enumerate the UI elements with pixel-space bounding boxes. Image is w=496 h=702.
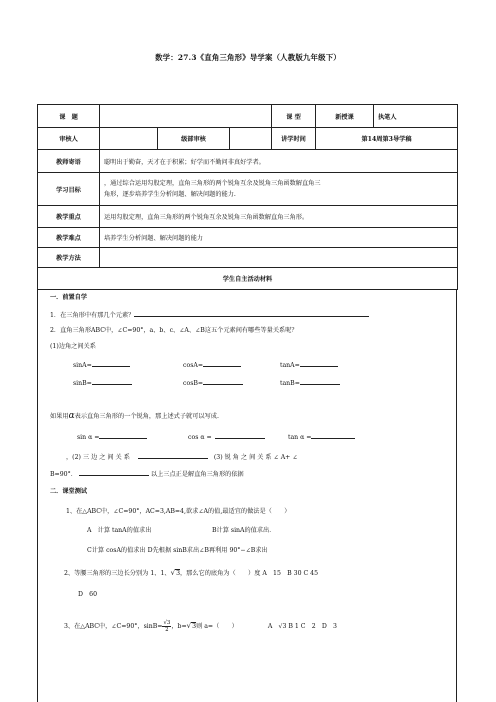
table-row bbox=[38, 150, 458, 173]
answer-blank bbox=[79, 469, 149, 476]
relation-sides-angles bbox=[66, 452, 298, 461]
objective-line-1: ，通过综合运用勾股定理，直角三角形的两个锐角互余及锐角三角函数解直角三 bbox=[104, 180, 321, 187]
difficulty-label: 教学难点 bbox=[38, 228, 100, 248]
key-point-label: 教学重点 bbox=[38, 206, 100, 228]
teacher-message-value: 聪明出于勤奋，天才在于积累；好学而不勤问非真好学者。 bbox=[100, 150, 458, 173]
alpha-pre: 如果用 bbox=[50, 413, 69, 420]
test-question-3-pre: 3、在△ABC中，∠C=90°，sinB= bbox=[64, 623, 163, 630]
topic-label: 课 题 bbox=[38, 105, 100, 128]
table-row bbox=[38, 173, 458, 206]
test-question-2-option-d: D 60 bbox=[78, 591, 98, 598]
answer-blank bbox=[215, 432, 265, 439]
key-point-value: 运用勾股定理，直角三角形的两个锐角互余及锐角三角函数解直角三角形。 bbox=[100, 206, 458, 228]
cos-alpha-label: cos α = bbox=[188, 434, 212, 441]
author-label: 执笔人 bbox=[374, 105, 458, 128]
fraction-denominator: 2 bbox=[165, 627, 169, 633]
answer-blank bbox=[134, 310, 369, 317]
test-question-1: 1、在△ABC中，∠C=90°，AC=3,AB=4,欲求∠A的值,最适宜的做法是（ ） bbox=[66, 508, 291, 515]
sqrt-radicand: 3 bbox=[192, 623, 197, 630]
cos-alpha-item bbox=[188, 432, 265, 441]
alpha-sentence bbox=[50, 411, 219, 421]
angle-b-90: B=90°． bbox=[50, 471, 77, 478]
test-question-2 bbox=[64, 568, 318, 577]
cosB-item bbox=[183, 378, 243, 387]
difficulty-value: 培养学生分析问题、解决问题的能力 bbox=[100, 228, 458, 248]
info-table bbox=[37, 104, 458, 290]
alpha-post: 表示直角三角形的一个锐角，那上述式子就可以写成. bbox=[74, 413, 219, 420]
answer-blank bbox=[300, 360, 338, 367]
test-question-3-options: A √3 B 1 C 2 D 3 bbox=[267, 623, 337, 630]
answer-blank bbox=[203, 360, 241, 367]
reviewer-label: 审核人 bbox=[38, 128, 100, 150]
acute-angle-relation: (3) 锐 角 之 间 关 系 ∠ A+ ∠ bbox=[213, 454, 298, 461]
type-value: 新授课 bbox=[316, 105, 374, 128]
teacher-message-label: 教师寄语 bbox=[38, 150, 100, 173]
sinA-item bbox=[73, 360, 130, 369]
answer-blank bbox=[92, 360, 130, 367]
test-question-3-mid: ，b= bbox=[171, 623, 187, 630]
tanB-label: tanB= bbox=[280, 380, 300, 387]
tanA-item bbox=[280, 360, 338, 369]
test-question-2-pre: 2、等腰三角形的三边长分别为 1、1、 bbox=[64, 570, 171, 577]
question-2-sub-1: (1)边角之间关系 bbox=[50, 343, 96, 350]
test-question-1-option-cd: C计算 cosA的值求出 D先根据 sinB求出∠B再利用 90°−∠B求出 bbox=[87, 547, 268, 554]
tan-alpha-item bbox=[288, 432, 355, 441]
fraction bbox=[162, 620, 171, 633]
sinB-item bbox=[73, 378, 132, 387]
method-label: 教学方法 bbox=[38, 248, 100, 268]
method-value bbox=[100, 248, 458, 268]
three-sides-relation: ，(2) 三 边 之 间 关 系 bbox=[66, 454, 130, 461]
page-title: 数学：27.3《直角三角形》导学案（人教版九年级下） bbox=[155, 53, 341, 62]
basis-text: 以上三点正是解直角三角形的依据 bbox=[150, 471, 244, 478]
table-row bbox=[38, 268, 458, 290]
sinB-label: sinB= bbox=[73, 380, 92, 387]
topic-value bbox=[100, 105, 272, 128]
table-row bbox=[38, 105, 458, 128]
basis-line bbox=[50, 469, 244, 478]
tanA-label: tanA= bbox=[280, 362, 300, 369]
cosA-label: cosA= bbox=[183, 362, 204, 369]
question-1-text: 1．在三角形中有那几个元素？ bbox=[50, 312, 135, 319]
objective-label: 学习目标 bbox=[38, 173, 100, 206]
answer-blank bbox=[300, 378, 340, 385]
test-question-3-post: 则 a=（ ） bbox=[196, 623, 238, 630]
question-2: 2．直角三角形ABC中，∠C=90°，a、b、c、∠A、∠B这五个元素间有哪些等量关系呢？ bbox=[50, 327, 298, 334]
sqrt-icon: √ bbox=[186, 622, 192, 630]
cosA-item bbox=[183, 360, 241, 369]
content-box bbox=[37, 289, 457, 702]
section-class-test: 二．课堂测试 bbox=[50, 488, 88, 495]
lecture-time-label: 讲学时间 bbox=[272, 128, 316, 150]
table-row bbox=[38, 228, 458, 248]
objective-value bbox=[100, 173, 458, 206]
test-question-1-option-b: B计算 sinA的值求出． bbox=[212, 527, 276, 534]
group-review-value bbox=[230, 128, 272, 150]
table-row bbox=[38, 206, 458, 228]
section-preview: 一．前置自学 bbox=[50, 294, 88, 301]
fraction-numerator: √3 bbox=[163, 620, 171, 626]
test-question-3 bbox=[64, 620, 337, 633]
student-material-header: 学生自主活动材料 bbox=[38, 268, 458, 290]
answer-blank bbox=[99, 432, 147, 439]
alpha-symbol: α bbox=[68, 411, 75, 421]
answer-blank bbox=[138, 452, 208, 459]
tanB-item bbox=[280, 378, 340, 387]
table-row bbox=[38, 128, 458, 150]
answer-blank bbox=[311, 432, 355, 439]
lecture-time-value: 第14周第3导学稿 bbox=[316, 128, 458, 150]
group-review-label: 级部审核 bbox=[158, 128, 230, 150]
answer-blank bbox=[203, 378, 243, 385]
cosB-label: cosB= bbox=[183, 380, 204, 387]
type-label: 课 型 bbox=[272, 105, 316, 128]
sinA-label: sinA= bbox=[73, 362, 92, 369]
reviewer-value bbox=[100, 128, 158, 150]
sin-alpha-label: sin α = bbox=[77, 434, 100, 441]
question-1 bbox=[50, 310, 369, 319]
sin-alpha-item bbox=[77, 432, 147, 441]
sqrt-radicand: 3 bbox=[176, 570, 180, 577]
test-question-2-post: ，那么它的底角为（ ）度 A 15 B 30 C 45 bbox=[180, 570, 319, 577]
test-question-1-option-a: A 计算 tanA的值求出 bbox=[87, 527, 152, 534]
objective-line-2: 角形，逐步培养学生分析问题、解决问题的能力. bbox=[104, 191, 236, 198]
table-row bbox=[38, 248, 458, 268]
answer-blank bbox=[92, 378, 132, 385]
sqrt-icon: √ bbox=[170, 569, 176, 577]
tan-alpha-label: tan α = bbox=[288, 434, 312, 441]
